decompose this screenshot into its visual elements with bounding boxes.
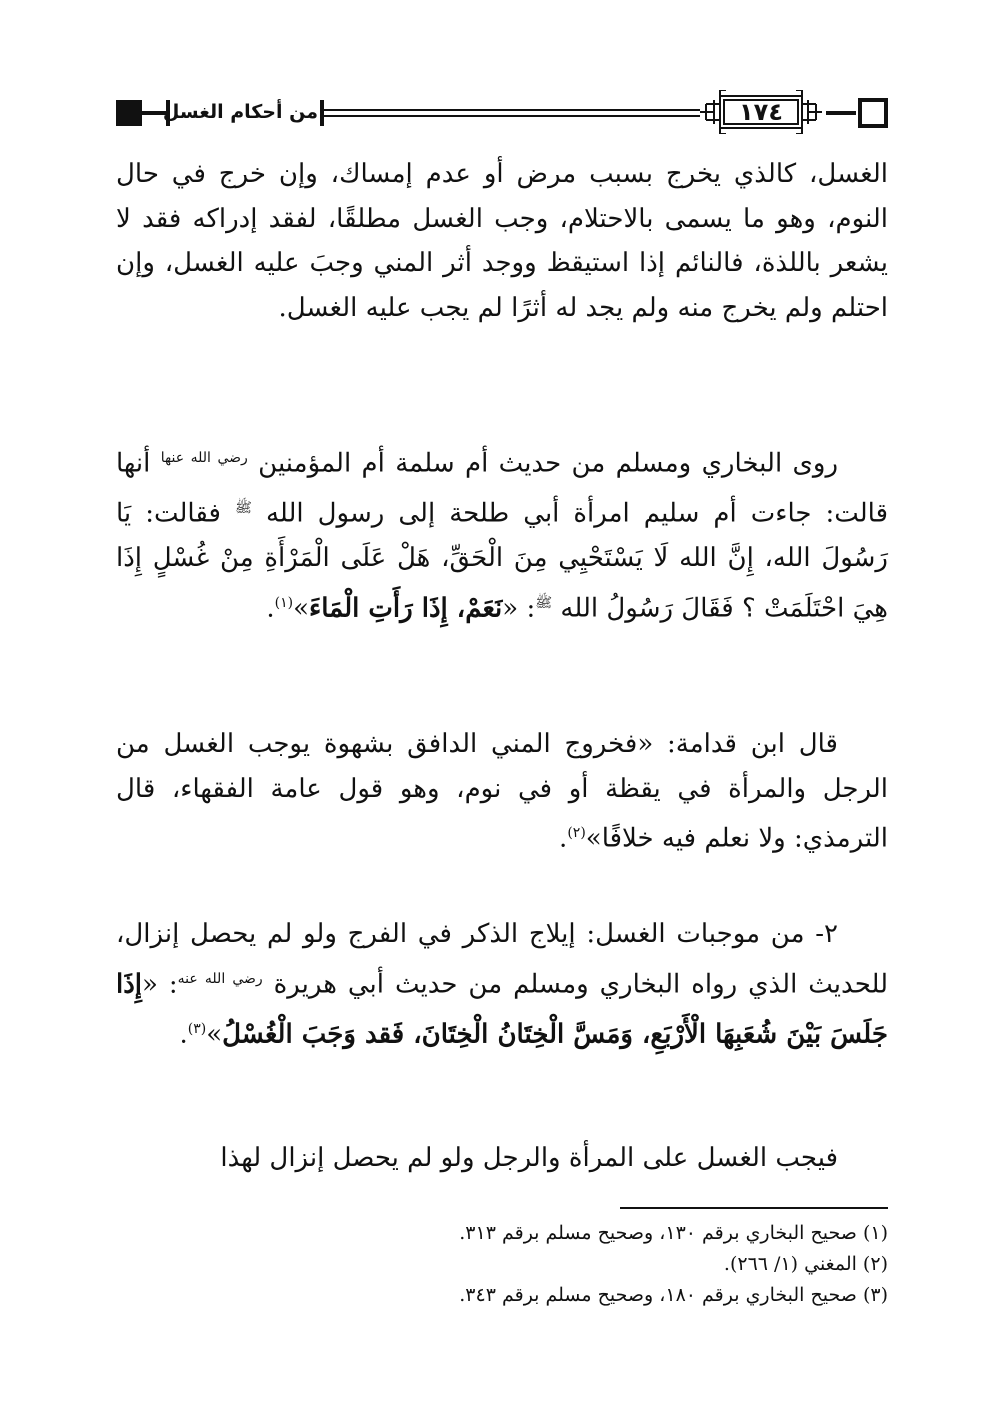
page-number-frame: [696, 90, 826, 134]
p4-quote-close: »: [206, 1019, 223, 1050]
header-solid-square: [116, 100, 142, 126]
footnote-ref-2: (٢): [567, 825, 586, 841]
p2-narration: أنها قالت: جاءت أم سليم امرأة أبي طلحة إلى رسول الله: [116, 448, 889, 529]
p2-period: .: [266, 593, 275, 624]
header-double-rule-top: [324, 109, 700, 111]
paragraph-2: [116, 436, 888, 631]
footnote-ref-1: (١): [274, 594, 294, 611]
footnote-separator: [620, 1207, 888, 1209]
running-header: [116, 88, 888, 138]
footnote-3: (٣) صحيح البخاري برقم ١٨٠، وصحيح مسلم برقم ٣٤٣.: [459, 1284, 888, 1306]
paragraph-ibn-qudama: [116, 722, 888, 861]
p2-prophet-answer: نَعَمْ، إِذَا رَأَتِ الْمَاءَ: [309, 593, 503, 624]
header-rule-right-short: [826, 111, 856, 115]
header-tick-right: [320, 100, 324, 126]
header-double-rule-bottom: [324, 115, 700, 117]
footnote-2: (٢) المغني (١/ ٢٦٦).: [723, 1253, 888, 1275]
header-outline-square: [858, 98, 888, 128]
p3-period: .: [559, 823, 568, 854]
paragraph-5: فيجب الغسل على المرأة والرجل ولو لم يحصل إنزال لهذا: [220, 1143, 838, 1173]
honorific-radiallahu-anha: رضي الله عنها: [160, 450, 248, 466]
footnote-ref-3: (٣): [187, 1020, 207, 1037]
honorific-salawat-2: ﷺ: [535, 594, 553, 611]
paragraph-hadith-umm-salama: [116, 436, 888, 631]
p3-text: قال ابن قدامة: «فخروج المني الدافق بشهوة يوجب الغسل من الرجل والمرأة في يقظة أو في نوم، وهو قول عامة الفقهاء، قال الترمذي: ولا نعلم فيه خلافًا»: [116, 729, 888, 854]
paragraph-continued: [116, 152, 888, 330]
paragraph-3: [116, 722, 888, 861]
footnote-1: (١) صحيح البخاري برقم ١٣٠، وصحيح مسلم برقم ٣١٣.: [459, 1222, 888, 1244]
p4-hadith-text: إِذَا جَلَسَ بَيْنَ شُعَبِهَا الْأَرْبَعِ، وَمَسَّ الْخِتَانُ الْخِتَانَ، فَقد وَجَبَ الْغُسْلُ: [116, 969, 888, 1050]
p2-intro: روى البخاري ومسلم من حديث أم سلمة أم المؤمنين: [258, 448, 839, 479]
p4-text: ٢- من موجبات الغسل: إيلاج الذكر في الفرج ولو لم يحصل إنزال، للحديث الذي رواه البخاري ومسلم من حديث أبي هريرة: [116, 919, 889, 1000]
honorific-salawat: ﷺ: [234, 500, 252, 517]
p4-quote-open: : «: [142, 969, 178, 1000]
p2-quote-close: »: [293, 593, 310, 624]
paragraph-4: [116, 912, 888, 1057]
p2-quote-open: : «: [502, 593, 536, 624]
paragraph-mujibat-2: [116, 912, 888, 1057]
paragraph-last: [116, 1136, 888, 1181]
paragraph-1-text: الغسل، كالذي يخرج بسبب مرض أو عدم إمساك، وإن خرج في حال النوم، وهو ما يسمى بالاحتلام، وجب الغسل مطلقًا، لفقد إدراكه فقد لا يشعر باللذة، فالنائم إذا استيقظ ووجد أثر المني وجبَ عليه الغسل، وإن احتلم ولم يخرج منه ولم يجد له أثرًا لم يجب عليه الغسل.: [116, 159, 888, 323]
header-title: من أحكام الغسل: [162, 101, 318, 123]
p4-period: .: [179, 1019, 188, 1050]
p2-question: فقالت: يَا رَسُولَ الله، إِنَّ الله لَا يَسْتَحْيِي مِنَ الْحَقِّ، هَلْ عَلَى الْمَرْأَةِ مِنْ غُسْلٍ إِذَا هِيَ احْتَلَمَتْ ؟ فَقَالَ رَسُولُ الله: [116, 498, 888, 624]
honorific-radiallahu-anhu: رضي الله عنه: [177, 970, 263, 987]
page-number: ١٧٤: [739, 98, 783, 126]
footnotes: [116, 1218, 888, 1311]
